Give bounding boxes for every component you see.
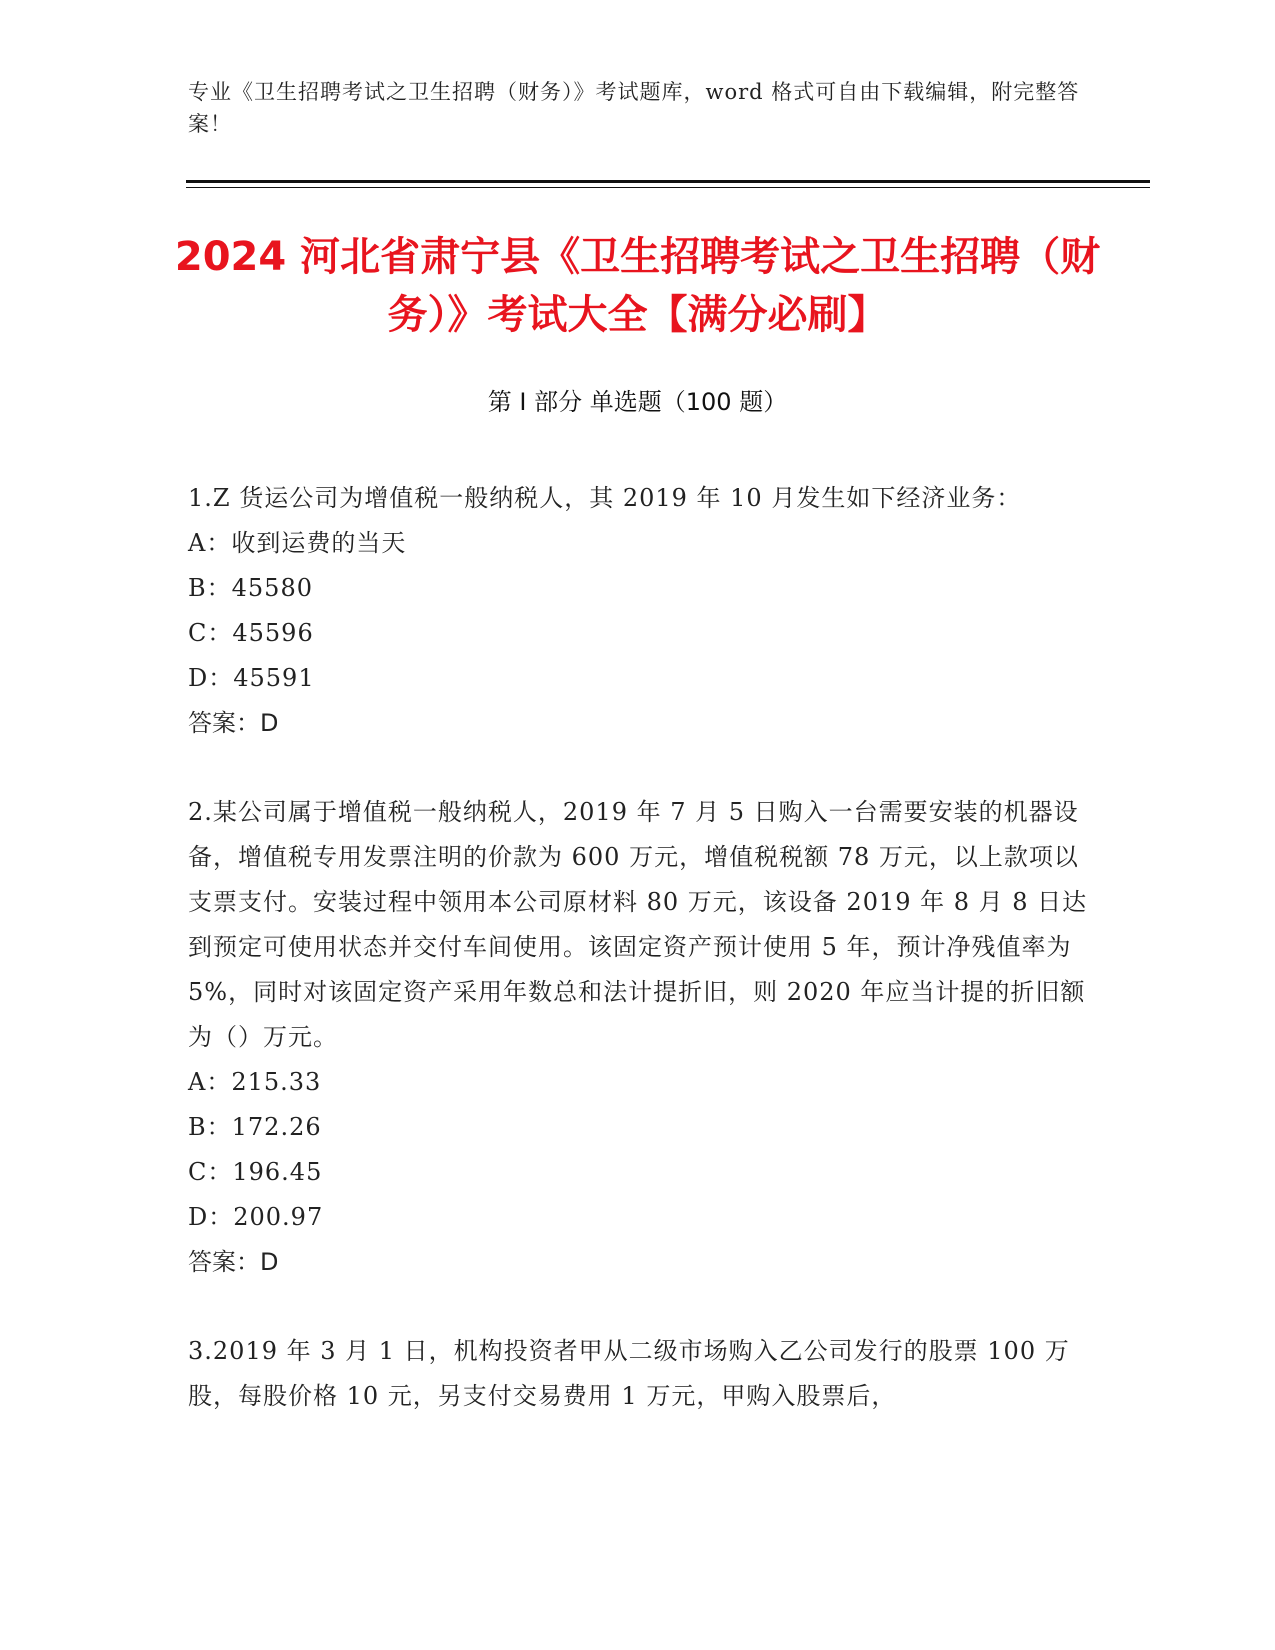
question-stem: 3.2019 年 3 月 1 日，机构投资者甲从二级市场购入乙公司发行的股票 100 万股，每股价格 10 元，另支付交易费用 1 万元，甲购入股票后， bbox=[188, 1337, 1070, 1410]
question-3 bbox=[188, 1329, 1088, 1419]
answer: 答案：D bbox=[188, 1248, 279, 1276]
question-list bbox=[188, 476, 1088, 1463]
option-d: D：200.97 bbox=[188, 1203, 324, 1231]
header-divider-thick bbox=[186, 180, 1150, 183]
option-b: B：172.26 bbox=[188, 1113, 322, 1141]
header-divider-thin bbox=[186, 187, 1150, 188]
answer: 答案：D bbox=[188, 709, 279, 737]
header-note: 专业《卫生招聘考试之卫生招聘（财务）》考试题库，word 格式可自由下载编辑，附完整答案！ bbox=[188, 80, 1080, 136]
option-a: A：收到运费的当天 bbox=[188, 529, 407, 557]
option-a: A：215.33 bbox=[188, 1068, 322, 1096]
document-title: 2024 河北省肃宁县《卫生招聘考试之卫生招聘（财务）》考试大全【满分必刷】 bbox=[174, 234, 1101, 338]
question-stem: 1.Z 货运公司为增值税一般纳税人，其 2019 年 10 月发生如下经济业务： bbox=[188, 484, 1022, 512]
option-b: B：45580 bbox=[188, 574, 313, 602]
option-d: D：45591 bbox=[188, 664, 315, 692]
question-2 bbox=[188, 790, 1088, 1285]
question-stem: 2.某公司属于增值税一般纳税人，2019 年 7 月 5 日购入一台需要安装的机器设备，增值税专用发票注明的价款为 600 万元，增值税税额 78 万元，以上款项以支票支付。安装过程中领用本公司原材料 80 万元，该设备 2019 年 8 月 8 日达到预定可使用状态并交付车间使用。该固定资产预计使用 5 年，预计净残值率为 5%，同时对该固定资产采用年数总和法计提折旧，则 2020 年应当计提的折旧额为（）万元。 bbox=[188, 798, 1088, 1051]
section-heading: 第 I 部分 单选题（100 题） bbox=[487, 388, 788, 416]
question-1 bbox=[188, 476, 1088, 746]
option-c: C：45596 bbox=[188, 619, 314, 647]
option-c: C：196.45 bbox=[188, 1158, 323, 1186]
